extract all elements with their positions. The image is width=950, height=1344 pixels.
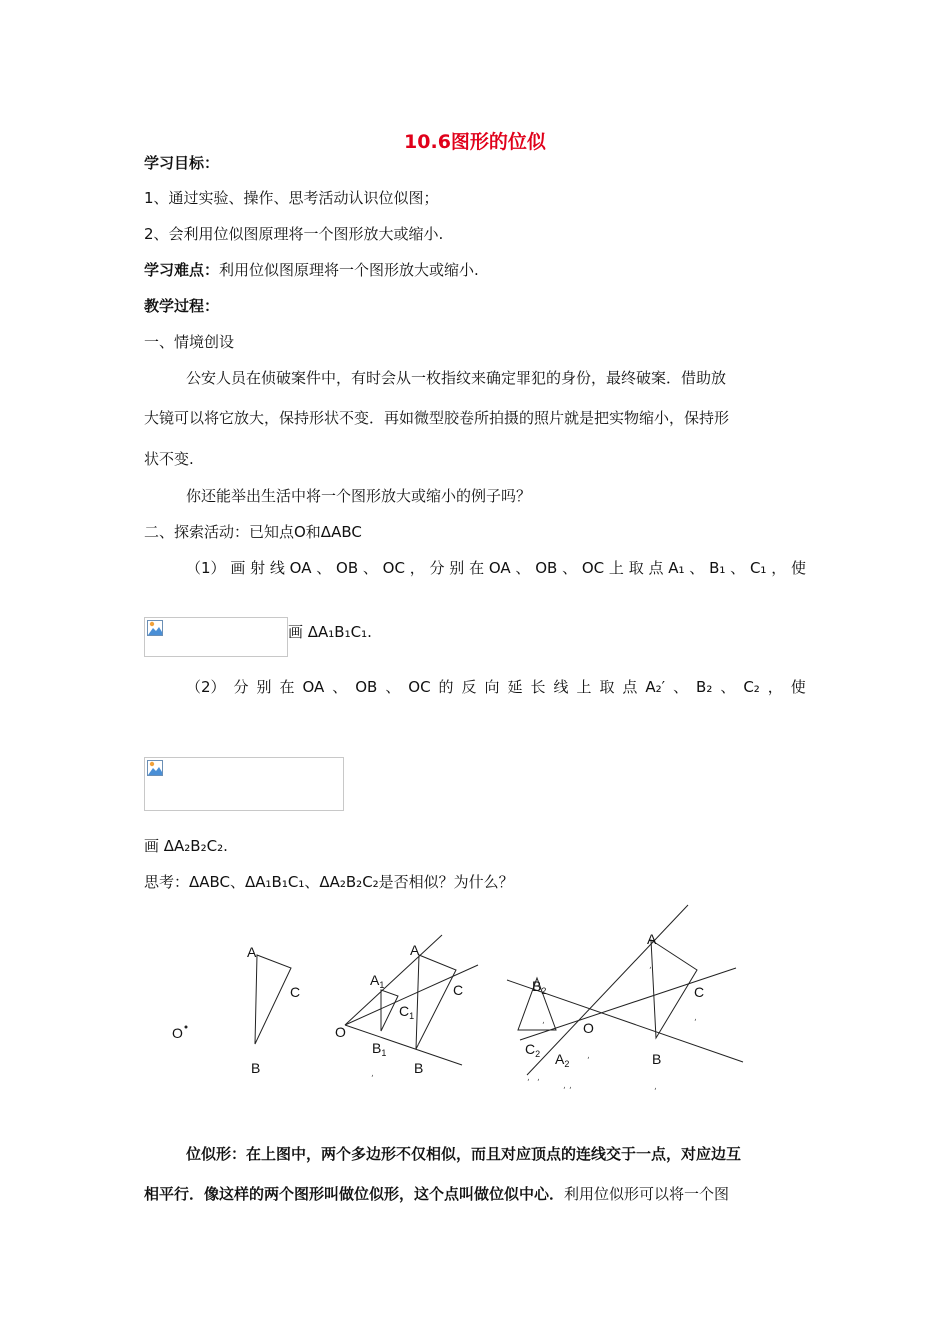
fig1-label-o: O — [172, 1025, 183, 1041]
fig2-label-b1: $B_1$ — [372, 1040, 387, 1058]
fig1-point-o — [185, 1026, 187, 1028]
fig3-label-o: O — [583, 1020, 594, 1036]
fig3-label-b2: $B_2$ — [532, 978, 547, 996]
fig2-triangle-abc — [416, 955, 456, 1049]
fig2-ray-ob — [345, 1025, 462, 1065]
step1-token: OB — [535, 559, 558, 577]
fig2-triangle-a1b1c1 — [381, 990, 398, 1031]
svg-text:,: , — [417, 1038, 420, 1048]
fig2-label-a1: $A_1$ — [370, 972, 385, 990]
svg-text:,: , — [649, 961, 652, 971]
step2-token: 在 — [279, 678, 295, 696]
step2-token: 、 — [673, 678, 689, 696]
step1-token: OA — [289, 559, 312, 577]
step1-token: 线 — [269, 559, 285, 577]
step2-token: 、 — [720, 678, 736, 696]
step2-token: 使 — [790, 678, 806, 696]
step1-token: 使 — [790, 559, 806, 577]
svg-text:,: , — [569, 1081, 572, 1091]
step2-token: OC — [408, 678, 431, 696]
step1-token: ， — [409, 559, 425, 577]
fig2-label-o: O — [335, 1024, 346, 1040]
step1-token: ， — [771, 559, 787, 577]
fig1-label-b: B — [251, 1060, 261, 1076]
definition-line1: 位似形：在上图中，两个多边形不仅相似，而且对应顶点的连线交于一点，对应边互 — [186, 1145, 742, 1163]
step2-token: 别 — [256, 678, 272, 696]
step2-token: 分 — [233, 678, 249, 696]
step1-token: OC — [581, 559, 605, 577]
step2-token: 点 — [622, 678, 638, 696]
page-title: 10.6图形的位似 — [404, 131, 546, 153]
fig1-triangle — [255, 955, 291, 1044]
step2-token: 上 — [576, 678, 592, 696]
section2-heading: 二、探索活动：已知点O和ΔABC — [144, 523, 362, 541]
svg-text:,: , — [694, 1013, 697, 1023]
step2-token: （2） — [186, 678, 226, 696]
step2-token: OB — [355, 678, 378, 696]
step2-token: C₂ — [743, 678, 760, 696]
step1-token: 画 — [230, 559, 246, 577]
fig2-label-c1: $C_1$ — [399, 1003, 415, 1021]
section1-para-line3: 状不变. — [144, 450, 194, 468]
step2-token: 反 — [461, 678, 477, 696]
think-question: 思考：ΔABC、ΔA₁B₁C₁、ΔA₂B₂C₂是否相似？为什么？ — [144, 873, 514, 891]
fig1-label-c: C — [290, 984, 301, 1000]
step2-token: OA — [302, 678, 325, 696]
step2-token: 线 — [553, 678, 569, 696]
fig2-ray-oa — [345, 935, 442, 1025]
fig1-label-a: A — [247, 944, 257, 960]
svg-text:,: , — [527, 1073, 530, 1083]
fig3-line-cc2 — [520, 968, 736, 1040]
process-heading: 教学过程： — [144, 297, 220, 315]
svg-text:,: , — [542, 1016, 545, 1026]
step1-token: A₁ — [668, 559, 685, 577]
fig3-line-aa2 — [527, 905, 688, 1075]
fig2-label-b: B — [414, 1060, 424, 1076]
objectives-heading: 学习目标： — [144, 154, 220, 172]
step2-token: 的 — [438, 678, 454, 696]
fig2-label-c: C — [453, 982, 464, 998]
section1-para-line2: 大镜可以将它放大，保持形状不变．再如微型胶卷所拍摄的照片就是把实物缩小，保持形 — [144, 409, 730, 427]
step1-token: B₁ — [709, 559, 726, 577]
section1-heading: 一、情境创设 — [144, 333, 235, 351]
step1-token: OA — [488, 559, 511, 577]
difficulty-label: 学习难点： — [144, 261, 220, 279]
step1-token: 、 — [730, 559, 746, 577]
fig3-label-a: A — [647, 931, 657, 947]
svg-text:,: , — [563, 1081, 566, 1091]
step2-token: 取 — [599, 678, 615, 696]
step1-token: 射 — [250, 559, 266, 577]
step1-token: OC — [382, 559, 405, 577]
step1-token: 、 — [515, 559, 531, 577]
step2-token: 延 — [507, 678, 523, 696]
step1-draw: 画 ΔA₁B₁C₁. — [288, 623, 372, 641]
definition-line2-bold: 相平行．像这样的两个图形叫做位似形，这个点叫做位似中心． — [144, 1185, 565, 1203]
definition-line2 — [144, 1184, 729, 1204]
section1-para-line1: 公安人员在侦破案件中，有时会从一枚指纹来确定罪犯的身份，最终破案．借助放 — [186, 369, 727, 387]
svg-text:,: , — [587, 1051, 590, 1061]
step1-token: 、 — [562, 559, 578, 577]
step2-token: ， — [767, 678, 783, 696]
step2-token: 、 — [332, 678, 348, 696]
fig2-label-a: A — [410, 942, 420, 958]
step1-token: C₁ — [749, 559, 767, 577]
fig3-label-b: B — [652, 1051, 662, 1067]
step1-token: 点 — [648, 559, 664, 577]
step1-token: 别 — [449, 559, 465, 577]
definition-line2-rest: 利用位似形可以将一个图 — [564, 1185, 730, 1203]
step1-token: OB — [336, 559, 359, 577]
step2-draw: 画 ΔA₂B₂C₂. — [144, 837, 228, 855]
step1-token: 在 — [469, 559, 485, 577]
step1-token: 分 — [429, 559, 445, 577]
step2-token: 、 — [385, 678, 401, 696]
step1-token: 、 — [316, 559, 332, 577]
step1-token: 上 — [608, 559, 624, 577]
step2-token: 长 — [530, 678, 546, 696]
fig3-label-a2: $A_2$ — [555, 1051, 570, 1069]
svg-text:,: , — [371, 1069, 374, 1079]
svg-text:,: , — [537, 1073, 540, 1083]
step1-token: 、 — [689, 559, 705, 577]
step1-token: （1） — [186, 559, 226, 577]
step2-token: B₂ — [696, 678, 713, 696]
step2-token: 向 — [484, 678, 500, 696]
fig3-label-c2: $C_2$ — [525, 1041, 541, 1059]
section1-question: 你还能举出生活中将一个图形放大或缩小的例子吗？ — [186, 487, 532, 505]
objective-1: 1、通过实验、操作、思考活动认识位似图； — [144, 189, 439, 207]
objective-2: 2、会利用位似图原理将一个图形放大或缩小. — [144, 225, 444, 243]
step1-token: 、 — [362, 559, 378, 577]
svg-text:,: , — [654, 1082, 657, 1092]
difficulty-text: 利用位似图原理将一个图形放大或缩小. — [219, 261, 479, 279]
step1-token: 取 — [628, 559, 644, 577]
fig3-label-c: C — [694, 984, 705, 1000]
step2-token: A₂′ — [645, 678, 666, 696]
